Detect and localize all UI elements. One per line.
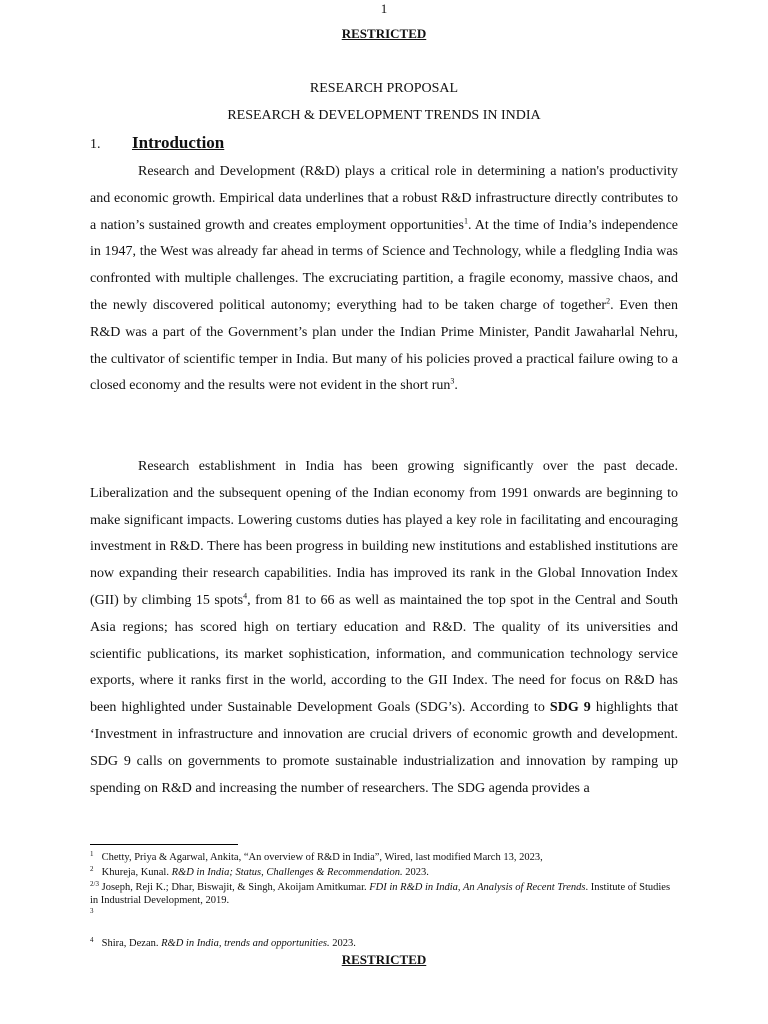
- restricted-header: RESTRICTED: [341, 26, 427, 41]
- footnote-text: Joseph, Reji K.; Dhar, Biswajit, & Singh, Akoijam Amitkumar.: [101, 882, 370, 893]
- restricted-footer: RESTRICTED: [341, 952, 427, 967]
- footnote-text: Chetty, Priya & Agarwal, Ankita, “An overview of R&D in India”, Wired, last modified March 13, 2023,: [101, 852, 543, 863]
- footnote-ref: 1: [463, 215, 468, 225]
- footnote-ref: 4: [243, 591, 248, 601]
- section-number: 1.: [90, 137, 101, 152]
- footnote-3-empty: 3: [90, 906, 94, 915]
- footnote-ref: 3: [450, 376, 455, 386]
- paragraph-text: Research establishment in India has been growing significantly over the past decade. Liberalization and the subsequent opening of the Indian economy from 1991 onwards are beginning to make significant impacts. Lowering customs duties has played a key role in facilitating and encouraging investment in R&D. There has been progress in building new institutions and established institutions are now expanding their research capabilities. India has improved its rank in the Global Innovation Index (GII) by climbing 15 spots: [90, 459, 678, 608]
- footnote-text: . Institute of Studies in Industrial Development, 2019.: [90, 882, 671, 906]
- paragraph-introduction: [90, 159, 678, 400]
- footnote-title: FDI in R&D in India, An Analysis of Recent Trends: [369, 882, 586, 893]
- page-number: 1: [380, 1, 388, 16]
- footnote-ref: 2: [606, 296, 611, 306]
- paragraph-text: .: [454, 378, 458, 394]
- paragraph-text: highlights that ‘Investment in infrastructure and innovation are crucial drivers of economic growth and development. SDG 9 calls on governments to promote sustainable industrialization and innovation by ramping up spending on R&D and increasing the number of researchers. The SDG agenda provides a: [90, 700, 678, 796]
- footnote-text: Khureja, Kunal.: [101, 867, 172, 878]
- footnote-separator: [90, 844, 238, 845]
- footnote-1: 1 Chetty, Priya & Agarwal, Ankita, “An overview of R&D in India”, Wired, last modified March 13, 2023,: [90, 849, 543, 863]
- sdg-9-label: SDG 9: [549, 700, 591, 716]
- footnote-4: 4 Shira, Dezan. R&D in India, trends and opportunities. 2023.: [90, 935, 356, 949]
- proposal-title: RESEARCH PROPOSAL: [309, 81, 459, 96]
- section-heading: [90, 133, 224, 153]
- paragraph-text: , from 81 to 66 as well as maintained the top spot in the Central and South Asia regions; has scored high on tertiary education and R&D. The quality of its universities and scientific publications, its market sophistication, information, and communication technology service exports, where it ranks first in the world, according to the GII Index. The need for focus on R&D has been highlighted under Sustainable Development Goals (SDG’s). According to: [90, 592, 678, 716]
- footnote-title: R&D in India, trends and opportunities.: [161, 938, 330, 949]
- footnote-text: 2023.: [329, 938, 356, 949]
- footnote-title: R&D in India; Status, Challenges & Recommendation.: [171, 867, 403, 878]
- section-heading-text: Introduction: [132, 133, 225, 152]
- footnote-text: Shira, Dezan.: [101, 938, 162, 949]
- proposal-subtitle: RESEARCH & DEVELOPMENT TRENDS IN INDIA: [227, 108, 541, 123]
- paragraph-text: Research and Development (R&D) plays a critical role in determining a nation's productivity and economic growth. Empirical data underlines that a robust R&D infrastructure directly contributes to a nation’s sustained growth and creates employment opportunities: [90, 164, 678, 233]
- footnote-text: 2023.: [402, 867, 429, 878]
- footnote-3: 2/3 Joseph, Reji K.; Dhar, Biswajit, & Singh, Akoijam Amitkumar. FDI in R&D in India, An Analysis of Recent Trends. Institute of Studies in Industrial Development, 2019.: [90, 879, 671, 906]
- paragraph-text: . At the time of India’s independence in 1947, the West was already far ahead in terms of Science and Technology, while a fledgling India was confronted with multiple challenges. The excruciating partition, a fragile economy, massive chaos, and the newly discovered political autonomy; everything had to be taken charge of together: [90, 217, 678, 313]
- paragraph-research-establishment: [90, 454, 678, 802]
- footnote-2: 2 Khureja, Kunal. R&D in India; Status, Challenges & Recommendation. 2023.: [90, 864, 429, 878]
- paragraph-text: . Even then R&D was a part of the Government’s plan under the Indian Prime Minister, Pandit Jawaharlal Nehru, the cultivator of scientific temper in India. But many of his policies proved a practical failure owing to a closed economy and the results were not evident in the short run: [90, 297, 678, 394]
